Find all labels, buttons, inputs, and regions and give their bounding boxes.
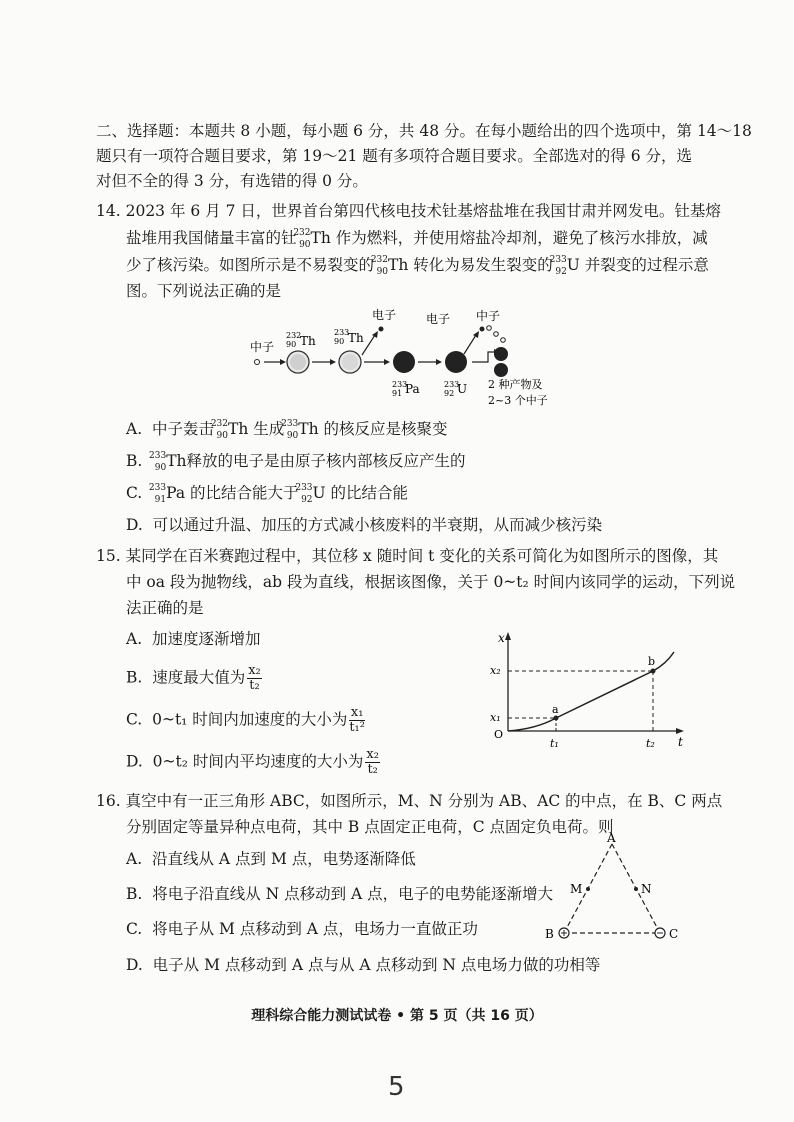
q14-text-1: 2023 年 6 月 7 日，世界首台第四代核电技术钍基熔盐堆在我国甘肃并网发电。钍基熔: [125, 202, 721, 220]
q14-number: 14.: [96, 202, 121, 220]
q16-line-1: 16. 真空中有一正三角形 ABC，如图所示，M、N 分别为 AB、AC 的中点，在 B、C 两点: [96, 792, 723, 810]
neutron-label: 中子: [250, 340, 275, 354]
q14-option-b: B. 233 90 Th释放的电子是由原子核内部核反应产生的: [126, 451, 466, 473]
q15-line-1: 15. 某同学在百米赛跑过程中，其位移 x 随时间 t 变化的关系可简化为如图所示的图像，其: [96, 547, 719, 565]
svg-text:x: x: [498, 631, 505, 645]
q16-option-d: D. 电子从 M 点移动到 A 点与从 A 点移动到 N 点电场力做的功相等: [126, 956, 601, 974]
svg-text:U: U: [457, 382, 468, 396]
svg-text:Th: Th: [348, 331, 364, 345]
svg-text:91: 91: [392, 389, 403, 398]
svg-text:90: 90: [334, 337, 345, 346]
svg-text:2~3 个中子: 2~3 个中子: [488, 394, 548, 407]
q14-line-4: 图。下列说法正确的是: [126, 282, 282, 300]
svg-text:232: 232: [286, 331, 302, 340]
svg-text:O: O: [494, 728, 504, 741]
q14-option-a: A. 中子轰击 232 90 Th 生成 233 90 Th 的核反应是核聚变: [126, 419, 448, 441]
q16-option-a: A. 沿直线从 A 点到 M 点，电势逐渐降低: [126, 850, 416, 868]
q15-option-d: D. 0~t₂ 时间内平均速度的大小为 $\frac{\text{x₂}}{\text{t₂}}$: [126, 747, 379, 777]
section-line-3: 对但不全的得 3 分，有选错的得 0 分。: [96, 172, 368, 190]
q15-line-3: 法正确的是: [126, 599, 204, 617]
svg-text:t₂: t₂: [646, 737, 655, 750]
displacement-time-graph: [488, 628, 688, 753]
svg-text:Th: Th: [300, 334, 316, 348]
svg-text:a: a: [552, 703, 559, 716]
svg-text:中子: 中子: [476, 309, 501, 323]
q16-line-2: 分别固定等量异种点电荷，其中 B 点固定正电荷，C 点固定负电荷。则: [126, 818, 614, 836]
q16-option-b: B. 将电子沿直线从 N 点移动到 A 点，电子的电势能逐渐增大: [126, 885, 554, 903]
svg-text:x₁: x₁: [490, 711, 501, 724]
q15-option-a: A. 加速度逐渐增加: [126, 630, 261, 648]
page-footer: 理科综合能力测试试卷 • 第 5 页（共 16 页）: [251, 1008, 543, 1024]
section-line-1: 二、选择题：本题共 8 小题，每小题 6 分，共 48 分。在每小题给出的四个选项中，第 14～18: [96, 122, 752, 140]
triangle-diagram: [542, 832, 682, 947]
iso-th232: 232 90: [293, 228, 311, 250]
svg-text:C: C: [669, 927, 679, 941]
svg-text:N: N: [641, 882, 652, 896]
q14-line-2: 盐堆用我国储量丰富的钍 232 90 Th 作为燃料，并使用熔盐冷却剂，避免了核污水排放，减: [126, 228, 708, 250]
svg-text:233: 233: [444, 380, 460, 389]
svg-text:2 种产物及: 2 种产物及: [488, 378, 543, 391]
pa233-nucleus-icon: [393, 351, 415, 373]
svg-text:x₂: x₂: [490, 664, 501, 677]
svg-text:A: A: [607, 832, 616, 845]
svg-text:Pa: Pa: [405, 382, 420, 396]
svg-text:t₁: t₁: [550, 737, 559, 750]
q15-option-c: C. 0~t₁ 时间内加速度的大小为 $\frac{\text{x₁}}{\text{t₁²}}$: [126, 705, 365, 735]
svg-text:电子: 电子: [372, 308, 397, 322]
q15-option-b: B. 速度最大值为 $\frac{\text{x₂}}{\text{t₂}}$: [126, 663, 261, 693]
section-line-2: 题只有一项符合题目要求，第 19～21 题有多项符合题目要求。全部选对的得 6 分，选: [96, 147, 693, 165]
svg-text:M: M: [570, 882, 583, 896]
svg-text:电子: 电子: [426, 312, 451, 326]
neutron-dot-icon: [255, 360, 260, 365]
q14-line-3: 少了核污染。如图所示是不易裂变的 232 90 Th 转化为易发生裂变的 233 92 U 并裂变的过程示意: [126, 255, 709, 277]
q14-option-d: D. 可以通过升温、加压的方式减小核废料的半衰期，从而减少核污染: [126, 516, 603, 534]
svg-text:b: b: [648, 655, 656, 668]
u233-nucleus-icon: [445, 351, 467, 373]
q15-line-2: 中 oa 段为抛物线，ab 段为直线，根据该图像，关于 0~t₂ 时间内该同学的运动，下列说: [126, 573, 736, 591]
svg-text:90: 90: [286, 340, 297, 349]
svg-text:233: 233: [334, 328, 350, 337]
q14-line-1: [96, 200, 721, 222]
svg-text:233: 233: [392, 380, 408, 389]
fission-diagram: [240, 305, 570, 410]
q14-option-c: C. 233 91 Pa 的比结合能大于 233 92 U 的比结合能: [126, 483, 409, 505]
svg-text:92: 92: [444, 389, 455, 398]
svg-text:t: t: [678, 735, 683, 749]
page-number: 5: [388, 1072, 405, 1102]
q16-option-c: C. 将电子从 M 点移动到 A 点，电场力一直做正功: [126, 920, 478, 938]
svg-text:B: B: [545, 927, 554, 941]
